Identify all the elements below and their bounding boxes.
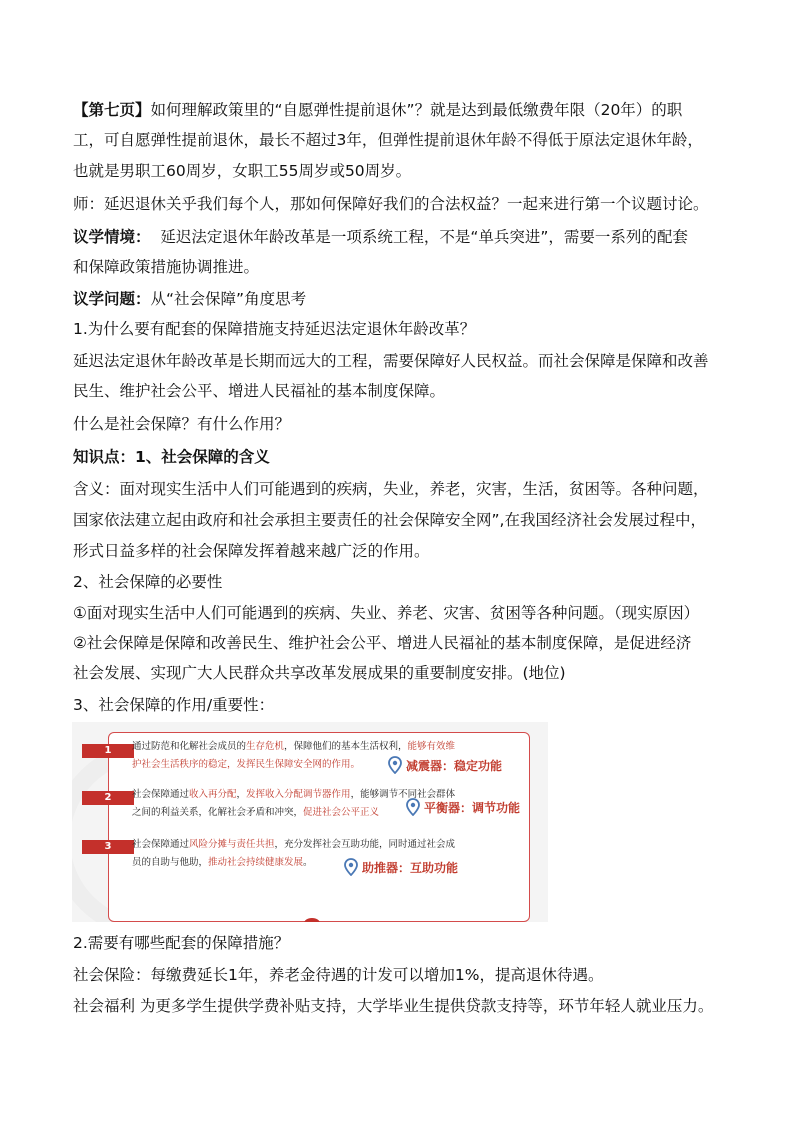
q2-answer-1: 社会保险：每缴费延长1年，养老金待遇的计发可以增加1%，提高退休待遇。 — [73, 966, 604, 984]
item-text-line: 社会保障通过收入再分配，发挥收入分配调节器作用，能够调节不同社会群体 — [132, 789, 456, 800]
paragraph-line: 工，可自愿弹性提前退休，最长不超过3年，但弹性提前退休年龄不得低于原法定退休年龄， — [73, 131, 703, 149]
k2-item-2a: ②社会保障是保障和改善民生、维护社会公平、增进人民福祉的基本制度保障，是促进经济 — [73, 634, 692, 652]
item-number-badge: 3 — [82, 840, 134, 854]
paragraph-line — [73, 99, 682, 121]
function-tag: 减震器：稳定功能 — [388, 756, 502, 774]
location-pin-icon — [406, 798, 420, 816]
page-label: 【第七页】 — [73, 101, 151, 119]
teacher-line: 师：延迟退休关乎我们每个人，那如何保障好我们的合法权益？一起来进行第一个议题讨论。 — [73, 195, 709, 213]
location-pin-icon — [344, 858, 358, 876]
situation-line-2: 和保障政策措施协调推进。 — [73, 258, 260, 276]
location-pin-icon — [388, 756, 402, 774]
question-label: 议学问题： — [73, 290, 151, 308]
situation-line — [73, 226, 688, 248]
q1-ask: 什么是社会保障？有什么作用？ — [73, 415, 291, 433]
k1-title: 知识点：1、社会保障的含义 — [73, 448, 270, 466]
paragraph-text: 如何理解政策里的“自愿弹性提前退休”？就是达到最低缴费年限（20年）的职 — [150, 101, 683, 119]
k2-item-2b: 社会发展、实现广大人民群众共享改革发展成果的重要制度安排。(地位) — [73, 664, 566, 682]
question-text: 从“社会保障”角度思考 — [150, 290, 307, 308]
paragraph-line: 也就是男职工60周岁，女职工55周岁或50周岁。 — [73, 162, 412, 180]
situation-text: 延迟法定退休年龄改革是一项系统工程，不是“单兵突进”，需要一系列的配套 — [150, 228, 688, 246]
item-text-line: 护社会生活秩序的稳定，发挥民生保障安全网的作用。 — [132, 759, 361, 770]
q1-answer-2: 民生、维护社会公平、增进人民福祉的基本制度保障。 — [73, 382, 446, 400]
k1-line-2: 国家依法建立起由政府和社会承担主要责任的社会保障安全网”,在我国经济社会发展过程中， — [73, 511, 706, 529]
k2-title: 2、社会保障的必要性 — [73, 573, 223, 591]
k1-line-3: 形式日益多样的社会保障发挥着越来越广泛的作用。 — [73, 542, 430, 560]
situation-label: 议学情境： — [73, 228, 151, 246]
item-text-line: 之间的利益关系，化解社会矛盾和冲突，促进社会公平正义 — [132, 807, 380, 818]
q1-title: 1.为什么要有配套的保障措施支持延迟法定退休年龄改革？ — [73, 320, 476, 338]
q2-title: 2.需要有哪些配套的保障措施？ — [73, 934, 290, 952]
k3-title: 3、社会保障的作用/重要性： — [73, 696, 275, 714]
function-tag: 助推器：互助功能 — [344, 858, 458, 876]
item-text-line: 员的自助与他助，推动社会持续健康发展。 — [132, 857, 313, 868]
item-text-line: 通过防范和化解社会成员的生存危机，保障他们的基本生活权利，能够有效维 — [132, 741, 456, 752]
question-line — [73, 288, 306, 310]
item-number-badge: 2 — [82, 791, 134, 805]
function-tag: 平衡器：调节功能 — [406, 798, 520, 816]
decorative-dot — [304, 918, 320, 922]
social-security-function-figure — [72, 722, 548, 922]
k2-item-1: ①面对现实生活中人们可能遇到的疾病、失业、养老、灾害、贫困等各种问题。（现实原因） — [73, 604, 700, 622]
q2-answer-2: 社会福利 为更多学生提供学费补贴支持，大学毕业生提供贷款支持等，环节年轻人就业压力。 — [73, 997, 714, 1015]
q1-answer-1: 延迟法定退休年龄改革是长期而远大的工程，需要保障好人民权益。而社会保障是保障和改善 — [73, 352, 709, 370]
k1-line-1: 含义：面对现实生活中人们可能遇到的疾病，失业，养老，灾害，生活，贫困等。各种问题， — [73, 480, 709, 498]
item-number-badge: 1 — [82, 744, 134, 758]
item-text-line: 社会保障通过风险分摊与责任共担，充分发挥社会互助功能，同时通过社会成 — [132, 839, 456, 850]
